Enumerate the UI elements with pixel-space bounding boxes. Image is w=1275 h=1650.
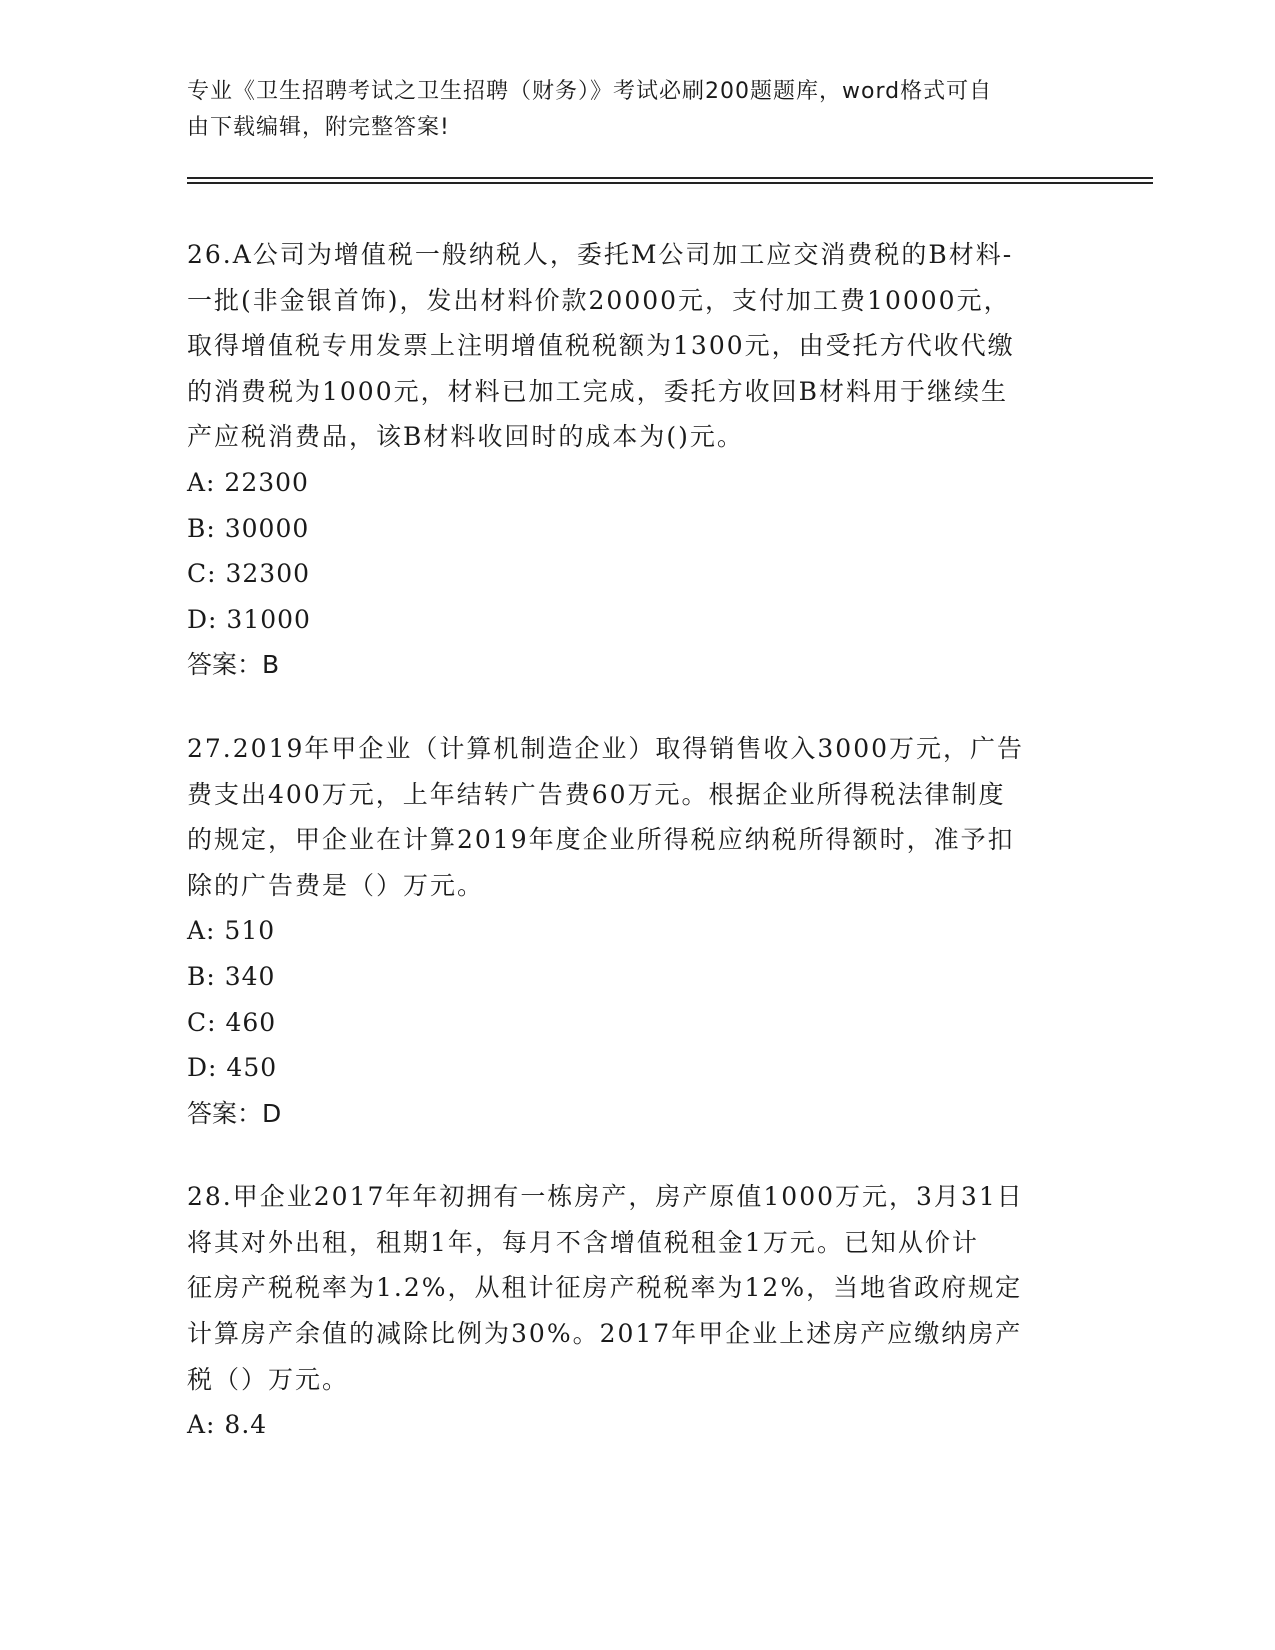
header-line-1: 专业《卫生招聘考试之卫生招聘（财务）》考试必刷200题题库，word格式可自	[187, 79, 993, 104]
question-stem-line: 征房产税税率为1.2%，从租计征房产税税率为12%，当地省政府规定	[187, 1273, 1023, 1303]
option-b: B: 340	[187, 961, 276, 991]
option-a: A: 510	[187, 916, 276, 946]
answer-line: 答案：D	[187, 1098, 282, 1128]
question-list	[187, 232, 1087, 1486]
question-stem-line: 27.2019年甲企业（计算机制造企业）取得销售收入3000万元，广告	[187, 733, 1025, 763]
header-line-2: 由下载编辑，附完整答案!	[187, 115, 450, 140]
option-b: B: 30000	[187, 513, 310, 543]
question-stem-line: 将其对外出租，租期1年，每月不含增值税租金1万元。已知从价计	[187, 1227, 979, 1257]
answer-line: 答案：B	[187, 650, 280, 680]
question-stem-line: 产应税消费品，该B材料收回时的成本为()元。	[187, 422, 744, 452]
option-d: D: 31000	[187, 604, 311, 634]
question-stem-line: 税（）万元。	[187, 1364, 350, 1394]
question-stem-line: 26.A公司为增值税一般纳税人，委托M公司加工应交消费税的B材料-	[187, 240, 1014, 269]
option-c: C: 32300	[187, 559, 311, 589]
header-divider-top	[187, 177, 1153, 179]
question-stem-line: 28.甲企业2017年年初拥有一栋房产，房产原值1000万元，3月31日	[187, 1182, 1024, 1212]
header-divider-bottom	[187, 182, 1153, 184]
option-a: A: 22300	[187, 467, 309, 497]
option-c: C: 460	[187, 1007, 277, 1037]
question-stem-line: 除的广告费是（）万元。	[187, 870, 485, 900]
question-27	[187, 726, 1087, 1136]
question-stem-line: 的消费税为1000元，材料已加工完成，委托方收回B材料用于继续生	[187, 376, 1008, 406]
question-stem-line: 取得增值税专用发票上注明增值税税额为1300元，由受托方代收代缴	[187, 331, 1015, 361]
option-d: D: 450	[187, 1053, 278, 1083]
question-stem-line: 的规定，甲企业在计算2019年度企业所得税应纳税所得额时，准予扣	[187, 825, 1015, 855]
option-a: A: 8.4	[187, 1410, 268, 1440]
document-header	[187, 74, 1067, 146]
question-stem-line: 计算房产余值的减除比例为30%。2017年甲企业上述房产应缴纳房产	[187, 1319, 1023, 1349]
question-26	[187, 232, 1087, 688]
question-28	[187, 1174, 1087, 1448]
question-stem-line: 费支出400万元，上年结转广告费60万元。根据企业所得税法律制度	[187, 779, 1006, 809]
question-stem-line: 一批(非金银首饰)，发出材料价款20000元，支付加工费10000元，	[187, 285, 1011, 315]
